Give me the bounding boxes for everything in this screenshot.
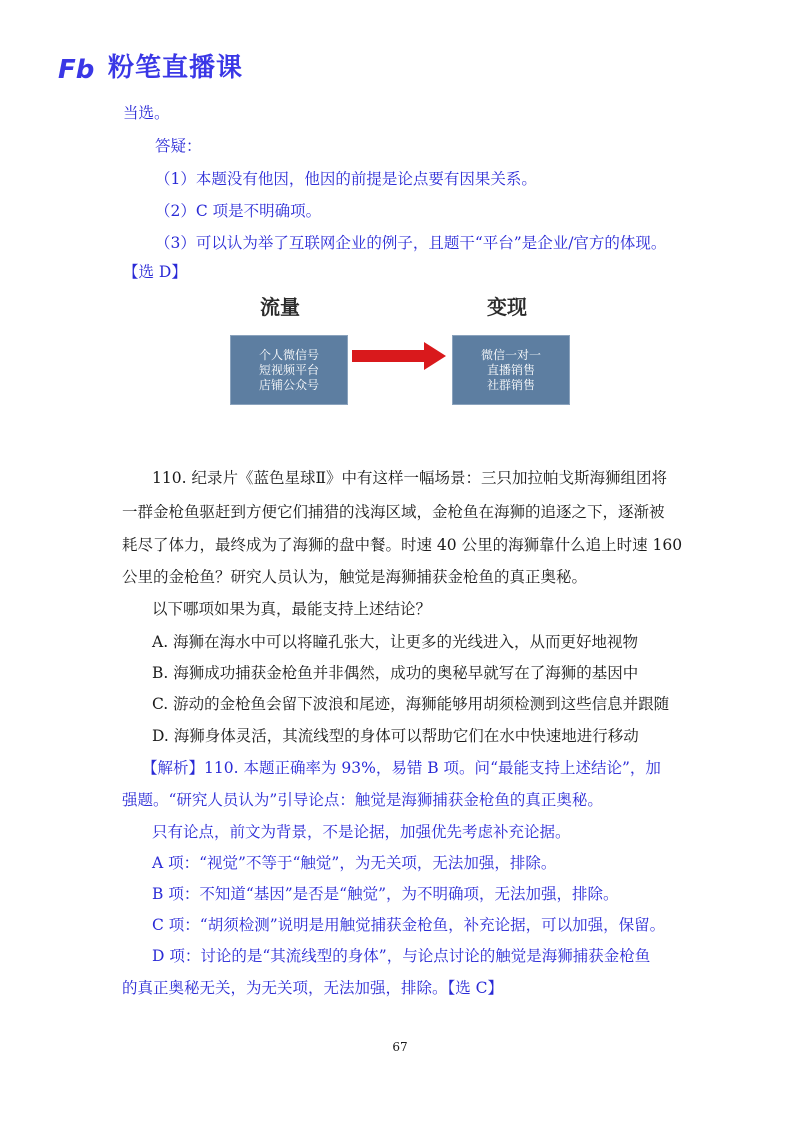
diagram-right-title: 变现 xyxy=(487,295,527,319)
answer-tag: 【选 D】 xyxy=(123,263,187,281)
svg-text:Fb: Fb xyxy=(58,55,95,82)
brand-name: 粉笔直播课 xyxy=(108,53,244,83)
fb-logo-icon xyxy=(58,54,102,82)
question-stem-line: 110. 纪录片《蓝色星球Ⅱ》中有这样一幅场景：三只加拉帕戈斯海狮组团将 xyxy=(152,469,667,487)
diagram-right-item: 直播销售 xyxy=(486,362,535,377)
page-number: 67 xyxy=(392,1040,408,1054)
option-a: A. 海狮在海水中可以将瞳孔张大，让更多的光线进入，从而更好地视物 xyxy=(152,633,639,651)
option-b: B. 海狮成功捕获金枪鱼并非偶然，成功的奥秘早就写在了海狮的基因中 xyxy=(152,664,639,682)
option-d: D. 海狮身体灵活，其流线型的身体可以帮助它们在水中快速地进行移动 xyxy=(152,727,639,745)
diagram-left-item: 店铺公众号 xyxy=(258,377,319,392)
analysis-line: C 项：“胡须检测”说明是用触觉捕获金枪鱼，补充论据，可以加强，保留。 xyxy=(152,916,666,934)
analysis-line: B 项：不知道“基因”是否是“触觉”，为不明确项，无法加强，排除。 xyxy=(152,885,619,903)
right-arrow-icon xyxy=(350,341,448,371)
diagram-left-item: 短视频平台 xyxy=(258,362,319,377)
diagram-right-item: 微信一对一 xyxy=(480,347,541,362)
option-c: C. 游动的金枪鱼会留下波浪和尾迹，海狮能够用胡须检测到这些信息并跟随 xyxy=(152,695,670,713)
question-stem-line: 公里的金枪鱼？研究人员认为，触觉是海狮捕获金枪鱼的真正奥秘。 xyxy=(122,568,588,586)
analysis-line: D 项：讨论的是“其流线型的身体”，与论点讨论的触觉是海狮捕获金枪鱼 xyxy=(152,947,651,965)
question-stem-line: 一群金枪鱼驱赶到方便它们捕猎的浅海区域，金枪鱼在海狮的追逐之下，逐渐被 xyxy=(122,503,665,521)
analysis-line: A 项：“视觉”不等于“触觉”，为无关项，无法加强，排除。 xyxy=(152,854,557,872)
answer-line: （3）可以认为举了互联网企业的例子，且题干“平台”是企业/官方的体现。 xyxy=(155,234,667,252)
answer-line: （2）C 项是不明确项。 xyxy=(155,202,322,220)
diagram-left-box xyxy=(230,335,348,405)
answer-line: （1）本题没有他因，他因的前提是论点要有因果关系。 xyxy=(155,170,537,188)
answer-line: 答疑： xyxy=(155,137,202,155)
analysis-line: 的真正奥秘无关，为无关项，无法加强，排除。【选 C】 xyxy=(122,979,504,997)
analysis-line: 强题。“研究人员认为”引导论点：触觉是海狮捕获金枪鱼的真正奥秘。 xyxy=(122,791,603,809)
analysis-line: 只有论点，前文为背景，不是论据，加强优先考虑补充论据。 xyxy=(152,823,571,841)
answer-line: 当选。 xyxy=(123,104,170,122)
diagram-right-box xyxy=(452,335,570,405)
analysis-line: 【解析】110. 本题正确率为 93%，易错 B 项。问“最能支持上述结论”，加 xyxy=(142,759,661,777)
diagram-right-item: 社群销售 xyxy=(486,377,535,392)
question-prompt: 以下哪项如果为真，最能支持上述结论？ xyxy=(152,600,432,618)
diagram-left-item: 个人微信号 xyxy=(258,347,319,362)
diagram-left-title: 流量 xyxy=(260,295,300,319)
question-stem-line: 耗尽了体力，最终成为了海狮的盘中餐。时速 40 公里的海狮靠什么追上时速 160 xyxy=(122,536,683,554)
brand-logo xyxy=(58,53,243,83)
traffic-monetization-diagram xyxy=(230,290,570,410)
